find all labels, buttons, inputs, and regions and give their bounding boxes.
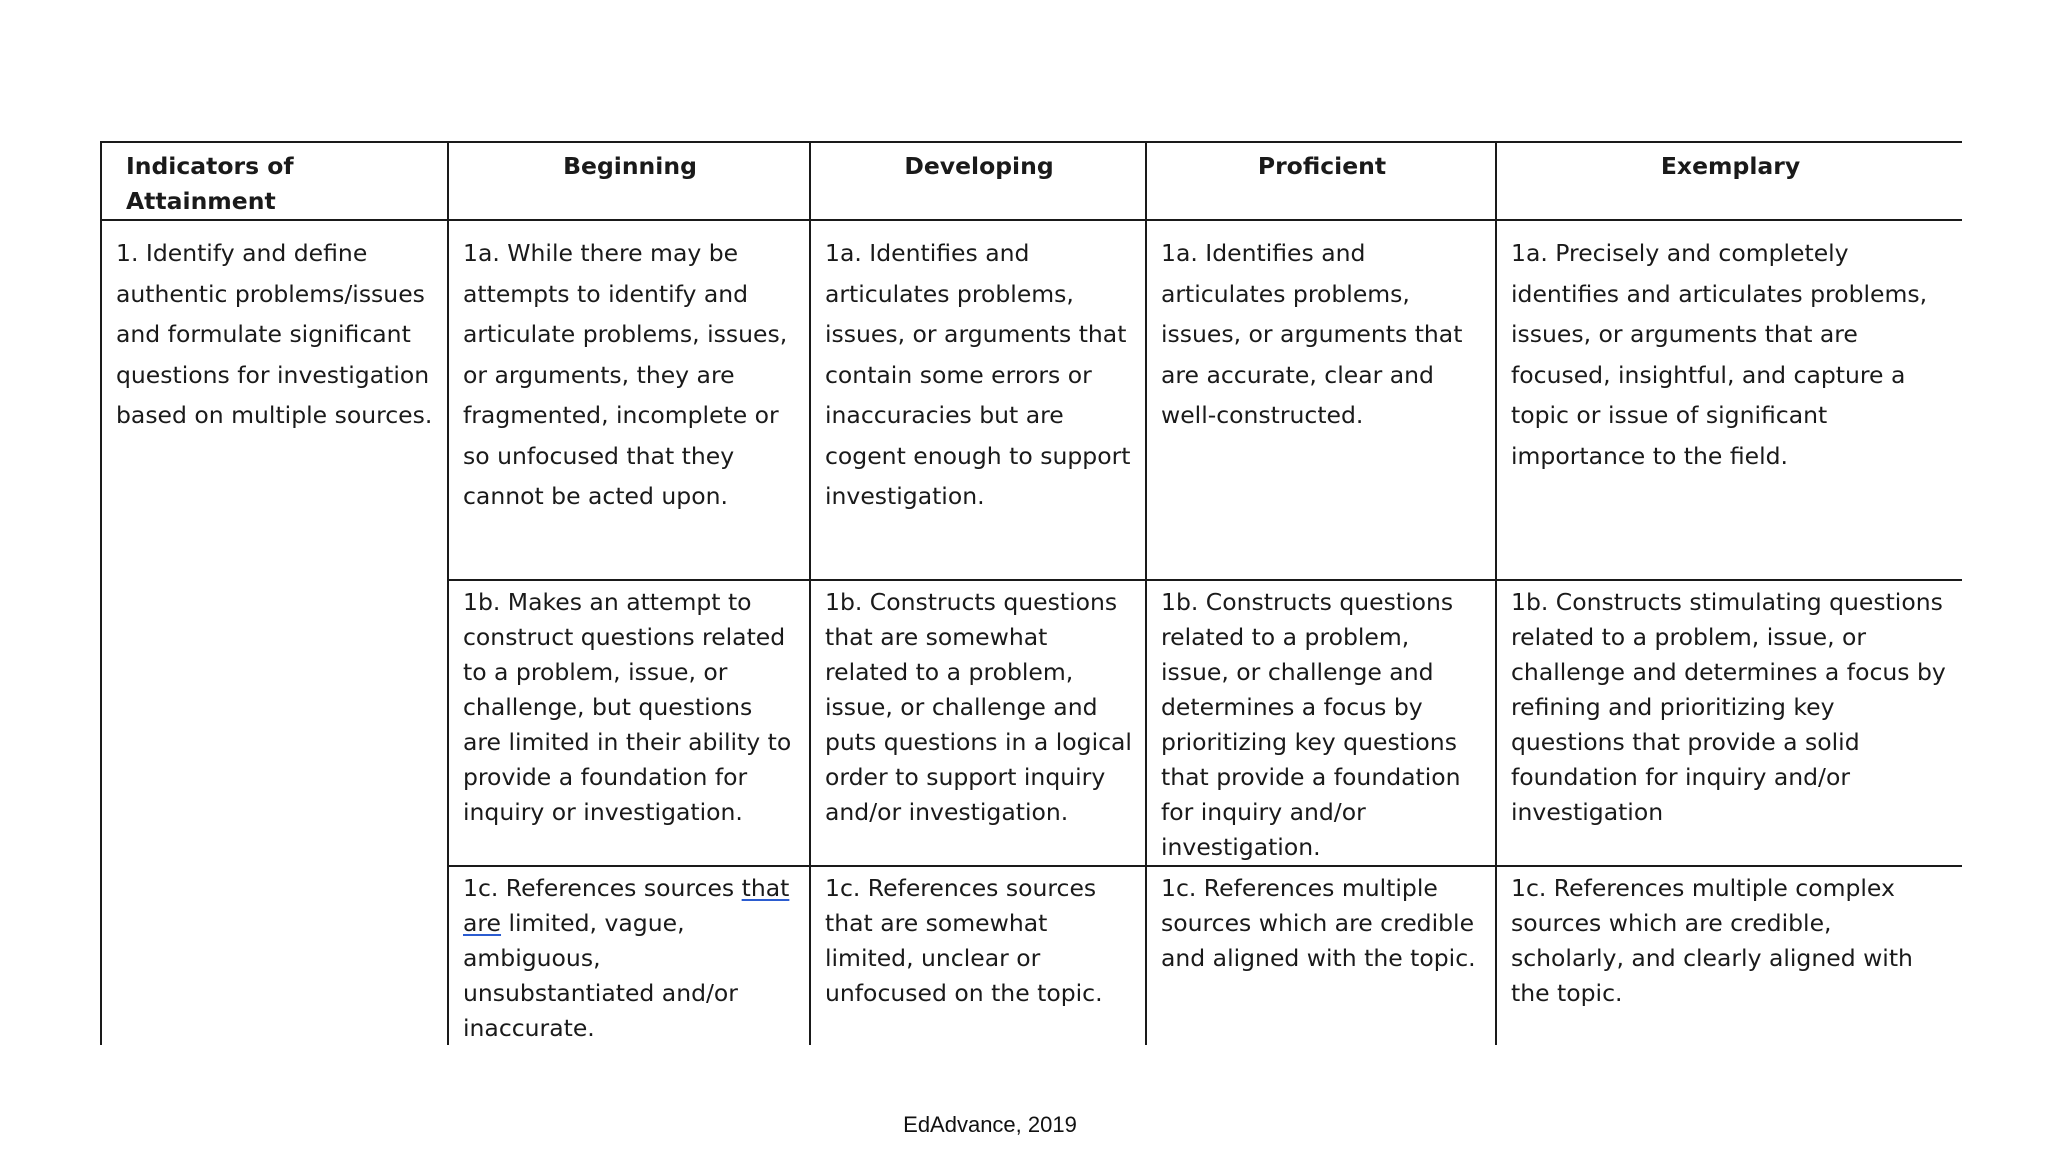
- table-row: [101, 220, 1962, 580]
- cell-1b-exemplary: 1b. Constructs stimulating questions related to a problem, issue, or challenge and determines a focus by refining and prioritizing key questions that provide a solid foundation for inquiry and/or investigation: [1496, 580, 1962, 866]
- rubric-table-container: [100, 141, 1962, 1045]
- cell-1c-proficient: 1c. References multiple sources which are credible and aligned with the topic.: [1146, 866, 1496, 1045]
- spellcheck-underlined-text: that are: [463, 874, 790, 937]
- cell-1a-beginning: 1a. While there may be attempts to identify and articulate problems, issues, or arguments, they are fragmented, incomplete or so unfocused that they cannot be acted upon.: [448, 220, 810, 580]
- cell-1b-proficient: 1b. Constructs questions related to a problem, issue, or challenge and determines a focus by prioritizing key questions that provide a foundation for inquiry and/or investigation.: [1146, 580, 1496, 866]
- cell-1c-exemplary: 1c. References multiple complex sources which are credible, scholarly, and clearly aligned with the topic.: [1496, 866, 1962, 1045]
- indicator-1-cell: 1. Identify and define authentic problems/issues and formulate significant questions for investigation based on multiple sources.: [101, 220, 448, 1045]
- header-indicators: Indicators of Attainment: [101, 142, 448, 220]
- cell-1c-developing: 1c. References sources that are somewhat limited, unclear or unfocused on the topic.: [810, 866, 1146, 1045]
- cell-1c-beginning-text-post: limited, vague, ambiguous, unsubstantiated and/or inaccurate.: [463, 909, 738, 1042]
- header-beginning: Beginning: [448, 142, 810, 220]
- cell-1c-beginning: [448, 866, 810, 1045]
- header-proficient: Proficient: [1146, 142, 1496, 220]
- cell-1b-developing: 1b. Constructs questions that are somewhat related to a problem, issue, or challenge and puts questions in a logical order to support inquiry and/or investigation.: [810, 580, 1146, 866]
- header-developing: Developing: [810, 142, 1146, 220]
- cell-1b-beginning: 1b. Makes an attempt to construct questions related to a problem, issue, or challenge, but questions are limited in their ability to provide a foundation for inquiry or investigation.: [448, 580, 810, 866]
- header-row: [101, 142, 1962, 220]
- cell-1c-beginning-text-pre: 1c. References sources: [463, 874, 742, 902]
- cell-1a-exemplary: 1a. Precisely and completely identifies and articulates problems, issues, or arguments that are focused, insightful, and capture a topic or issue of significant importance to the field.: [1496, 220, 1962, 580]
- cell-1a-proficient: 1a. Identifies and articulates problems, issues, or arguments that are accurate, clear and well-constructed.: [1146, 220, 1496, 580]
- rubric-table: [100, 141, 1962, 1045]
- header-exemplary: Exemplary: [1496, 142, 1962, 220]
- page-footer: EdAdvance, 2019: [903, 1112, 1077, 1137]
- cell-1a-developing: 1a. Identifies and articulates problems, issues, or arguments that contain some errors or inaccuracies but are cogent enough to support investigation.: [810, 220, 1146, 580]
